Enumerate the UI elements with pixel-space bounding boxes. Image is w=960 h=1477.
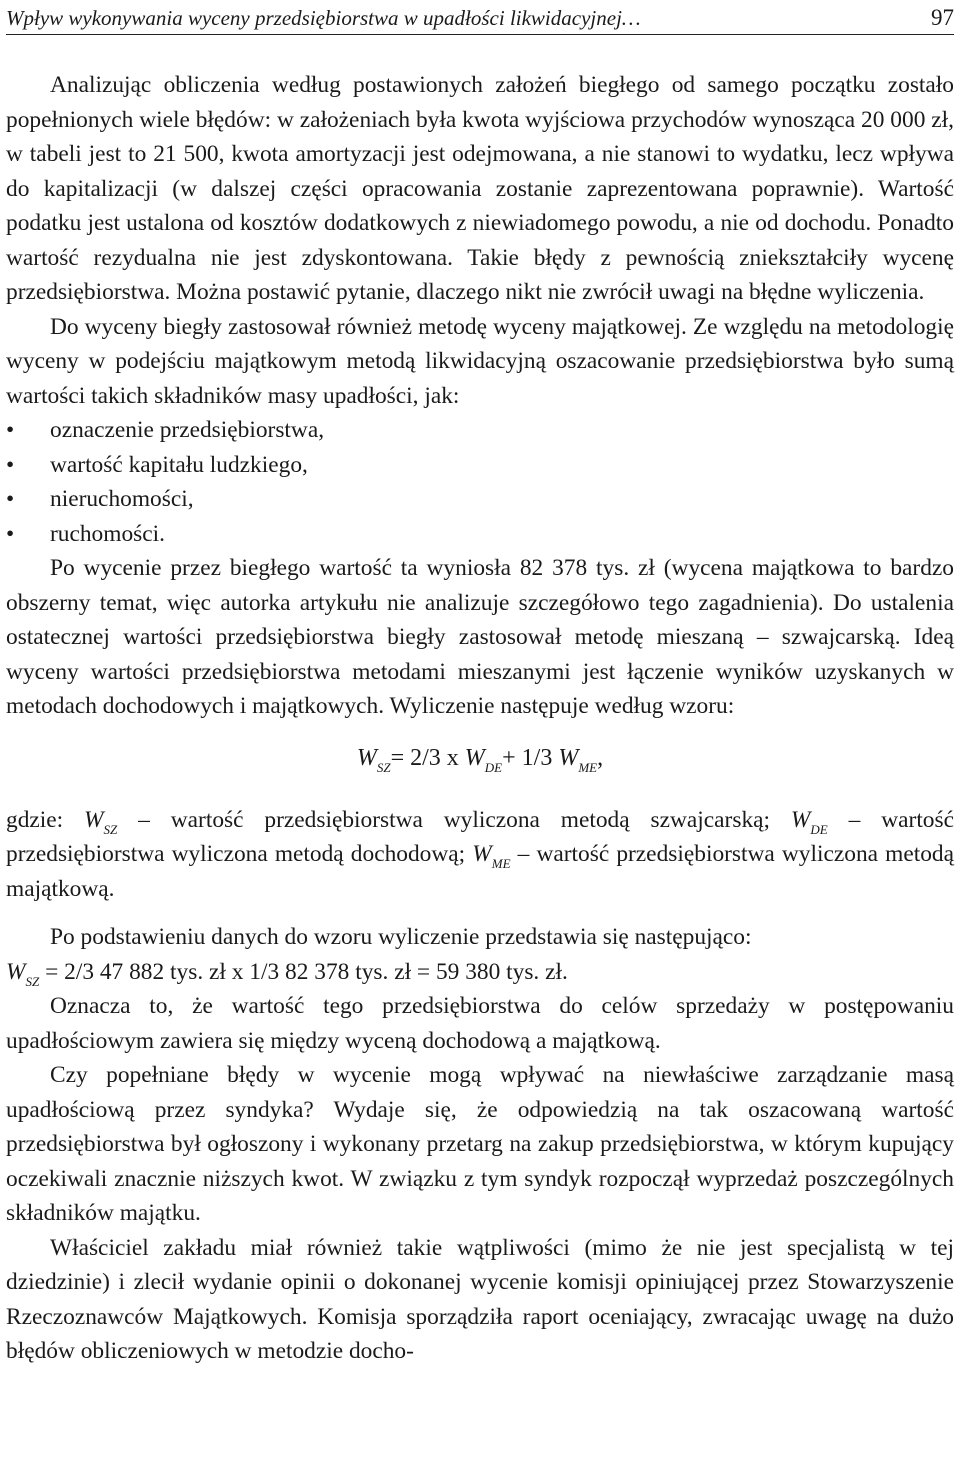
- list-item-text: nieruchomości,: [50, 486, 194, 512]
- list-item-text: wartość kapitału ludzkiego,: [50, 451, 308, 478]
- bullet-icon: •: [6, 486, 15, 512]
- paragraph-6: Czy popełniane błędy w wycenie mogą wpływać na niewłaściwe zarządzanie masą upadłościową przez syndyka? Wydaje się, że odpowiedzią na tak oszacowaną wartość przedsiębiorstwa był ogłoszony i wykonany przetarg na zakup przedsiębiorstwa, w którym kupujący oczekiwali znacznie niższych kwot. W związku z tym syndyk rozpoczął wyprzedaż poszczególnych składników majątku.: [6, 1062, 954, 1226]
- bullet-icon: •: [6, 451, 15, 478]
- paragraph-3: Po wycenie przez biegłego wartość ta wyniosła 82 378 tys. zł (wycena majątkowa to bardzo obszerny temat, więc autorka artykułu nie analizuje szczegółowo tego zagadnienia). Do ustalenia ostatecznej wartości przedsiębiorstwa biegły zastosował metodę mieszaną – szwajcarską. Ideą wyceny wartości przedsiębiorstwa metodami mieszanymi jest łączenie wyników uzyskanych w metodach dochodowych i majątkowych. Wyliczenie następuje według wzoru:: [6, 555, 954, 719]
- subscript-me: ME: [578, 759, 598, 775]
- paragraph-7: Właściciel zakładu miał również takie wątpliwości (mimo że nie jest specjalistą w tej dziedzinie) i zlecił wydanie opinii o dokonanej wycenie komisji opiniującej przez Stowarzyszenie Rzeczoznawców Majątkowych. Komisja sporządziła raport oceniający, zwracając uwagę na dużo błędów obliczeniowych w metodzie docho-: [6, 1234, 954, 1364]
- page-number: 97: [931, 5, 954, 30]
- calculation: $W_{SZ} = 2/3$ 47 882 tys. zł x 1/3 82 378 tys. zł = 59 380 tys. zł.: [6, 958, 568, 989]
- bullet-icon: •: [6, 417, 15, 443]
- subscript-sz: SZ: [376, 759, 391, 775]
- paragraph-5: Oznacza to, że wartość tego przedsiębiorstwa do celów sprzedaży w postępowaniu upadłościowym zawiera się między wyceną dochodową a majątkową.: [6, 993, 954, 1054]
- formula-legend: gdzie: $W_{SZ}$ – wartość przedsiębiorstwa wyliczona metodą szwajcarską; $W_{DE}$ – wartość przedsiębiorstwa wyliczona metodą dochodową; $W_{ME}$ – wartość przedsiębiorstwa wyliczona metodą majątkową.: [6, 806, 955, 902]
- paragraph-4: Po podstawieniu danych do wzoru wyliczenie przedstawia się następująco:: [50, 924, 752, 950]
- running-header-title: Wpływ wykonywania wyceny przedsiębiorstwa w upadłości likwidacyjnej…: [6, 6, 641, 30]
- list-item-text: oznaczenie przedsiębiorstwa,: [50, 417, 325, 443]
- bullet-list: [6, 413, 954, 551]
- subscript-de: DE: [484, 759, 503, 775]
- list-item: [6, 517, 954, 552]
- paragraph-2: Do wyceny biegły zastosował również metodę wyceny majątkowej. Ze względu na metodologię wyceny w podejściu majątkowym metodą likwidacyjną oszacowanie przedsiębiorstwa było sumą wartości takich składników masy upadłości, jak:: [6, 313, 954, 409]
- running-header: [6, 4, 954, 35]
- page-body: [6, 68, 954, 1369]
- list-item: [6, 413, 954, 448]
- list-item-text: ruchomości.: [50, 520, 165, 547]
- bullet-icon: •: [6, 520, 15, 547]
- list-item: [6, 448, 954, 483]
- list-item: [6, 482, 954, 517]
- formula: $W_{SZ}= 2/3$ x $W_{DE}+ 1/3$ $W_{ME}$,: [356, 744, 604, 775]
- paragraph-1: Analizując obliczenia według postawionych założeń biegłego od samego początku zostało popełnionych wiele błędów: w założeniach była kwota wyjściowa przychodów wynosząca 20 000 zł, w tabeli jest to 21 500, kwota amortyzacji jest odejmowana, a nie stanowi to wydatku, lecz wpływa do kapitalizacji (w dalszej części opracowania zostanie zaprezentowana poprawnie). Wartość podatku jest ustalona od kosztów dodatkowych z niewiadomego powodu, a nie od dochodu. Ponadto wartość rezydualna nie jest zdyskontowana. Takie błędy z pewnością zniekształciły wycenę przedsiębiorstwa. Można postawić pytanie, dlaczego nikt nie zwrócił uwagi na błędne wyliczenia.: [6, 72, 954, 305]
